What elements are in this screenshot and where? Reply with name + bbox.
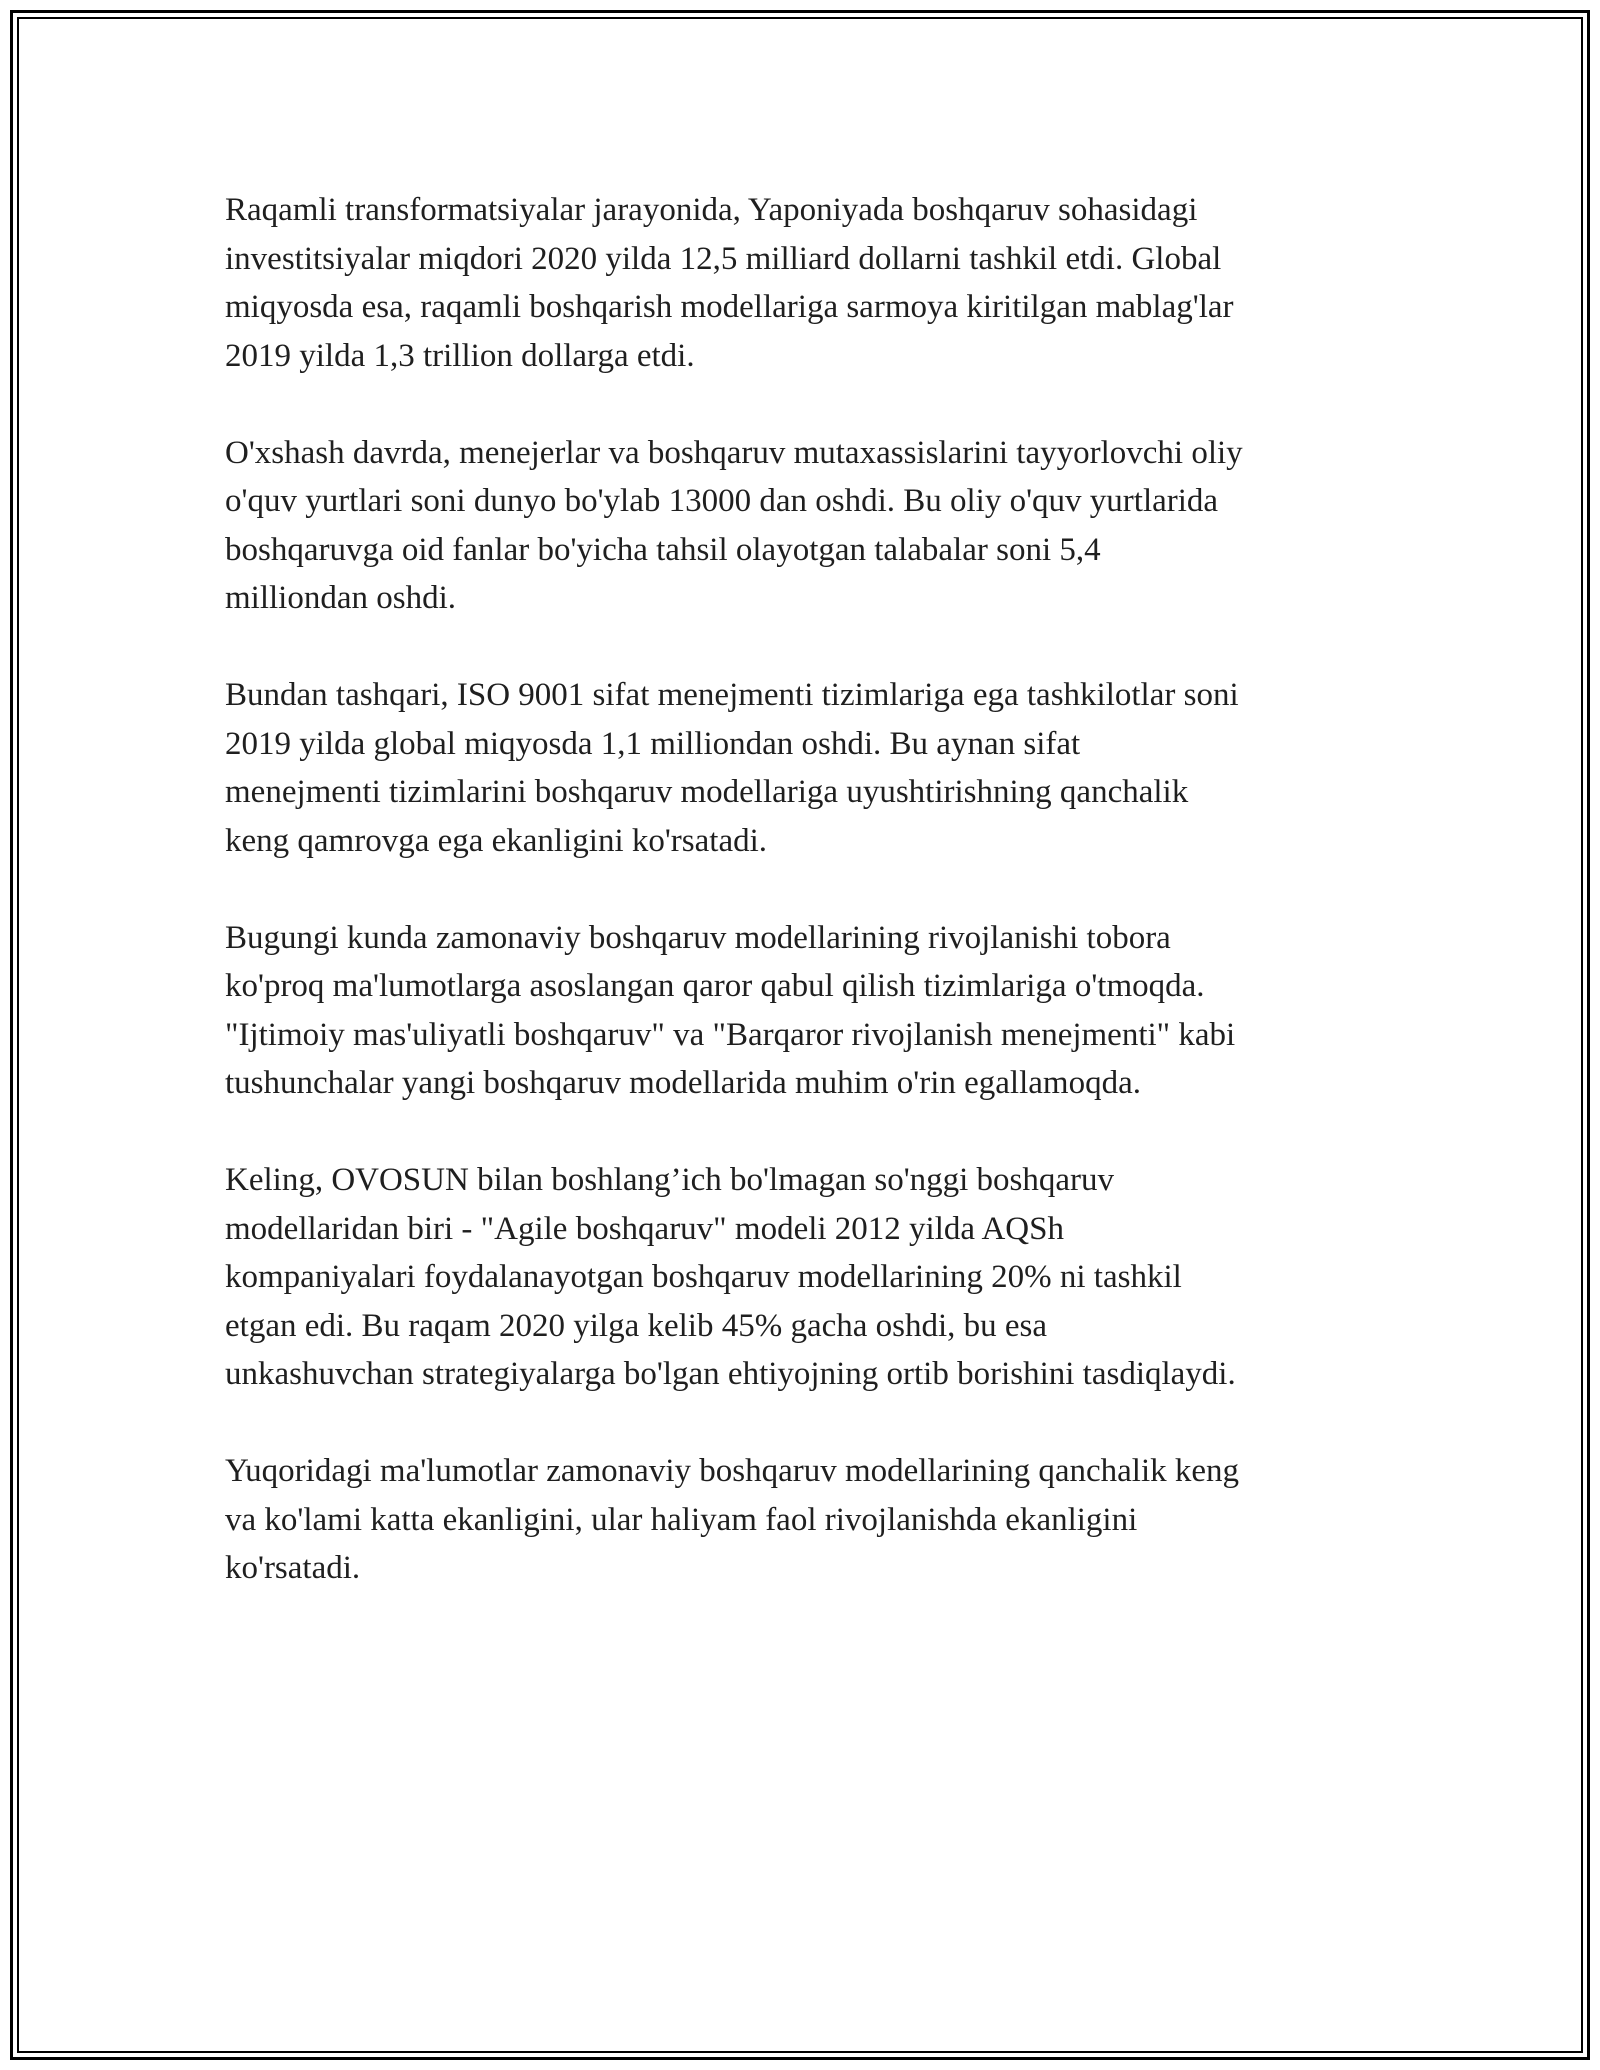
text-line: ko'rsatadi. xyxy=(225,1550,361,1586)
text-line: kompaniyalari foydalanayotgan boshqaruv modellarining 20% ni tashkil xyxy=(225,1259,1182,1295)
text-line: Bundan tashqari, ISO 9001 sifat menejmenti tizimlariga ega tashkilotlar soni xyxy=(225,677,1239,713)
text-line: keng qamrovga ega ekanligini ko'rsatadi. xyxy=(225,822,768,859)
text-line: modellaridan biri - "Agile boshqaruv" modeli 2012 yilda AQSh xyxy=(225,1210,1064,1247)
paragraph-5 xyxy=(225,1156,1375,1399)
text-line: Yuqoridagi ma'lumotlar zamonaviy boshqaruv modellarining qanchalik keng xyxy=(225,1453,1240,1489)
text-line: va ko'lami katta ekanligini, ular haliyam faol rivojlanishda ekanligini xyxy=(225,1501,1138,1538)
text-line: Bugungi kunda zamonaviy boshqaruv modellarining rivojlanishi tobora xyxy=(225,919,1171,956)
text-line: investitsiyalar miqdori 2020 yilda 12,5 milliard dollarni tashkil etdi. Global xyxy=(225,240,1222,277)
text-line: milliondan oshdi. xyxy=(225,580,456,616)
text-line: o'quv yurtlari soni dunyo bo'ylab 13000 dan oshdi. Bu oliy o'quv yurtlarida xyxy=(225,483,1219,519)
paragraph-2 xyxy=(225,429,1375,623)
text-line: Keling, OVOSUN bilan boshlang’ich bo'lmagan so'nggi boshqaruv xyxy=(225,1162,1115,1198)
text-line: 2019 yilda 1,3 trillion dollarga etdi. xyxy=(225,337,695,374)
text-line: etgan edi. Bu raqam 2020 yilga kelib 45% gacha oshdi, bu esa xyxy=(225,1307,1048,1344)
text-line: "Ijtimoiy mas'uliyatli boshqaruv" va "Barqaror rivojlanish menejmenti" kabi xyxy=(225,1016,1236,1053)
document-body xyxy=(225,186,1375,1641)
text-line: miqyosda esa, raqamli boshqarish modellariga sarmoya kiritilgan mablag'lar xyxy=(225,289,1234,325)
paragraph-4 xyxy=(225,914,1375,1108)
text-line: O'xshash davrda, menejerlar va boshqaruv mutaxassislarini tayyorlovchi oliy xyxy=(225,434,1243,471)
text-line: 2019 yilda global miqyosda 1,1 milliondan oshdi. Bu aynan sifat xyxy=(225,725,1081,762)
text-line: unkashuvchan strategiyalarga bo'lgan ehtiyojning ortib borishini tasdiqlaydi. xyxy=(225,1356,1236,1392)
paragraph-3 xyxy=(225,671,1375,865)
text-line: menejmenti tizimlarini boshqaruv modellariga uyushtirishning qanchalik xyxy=(225,774,1189,810)
text-line: Raqamli transformatsiyalar jarayonida, Yaponiyada boshqaruv sohasidagi xyxy=(225,192,1198,228)
paragraph-6 xyxy=(225,1447,1375,1593)
text-line: tushunchalar yangi boshqaruv modellarida muhim o'rin egallamoqda. xyxy=(225,1065,1141,1101)
text-line: ko'proq ma'lumotlarga asoslangan qaror qabul qilish tizimlariga o'tmoqda. xyxy=(225,968,1205,1004)
paragraph-1 xyxy=(225,186,1375,380)
text-line: boshqaruvga oid fanlar bo'yicha tahsil olayotgan talabalar soni 5,4 xyxy=(225,531,1101,568)
